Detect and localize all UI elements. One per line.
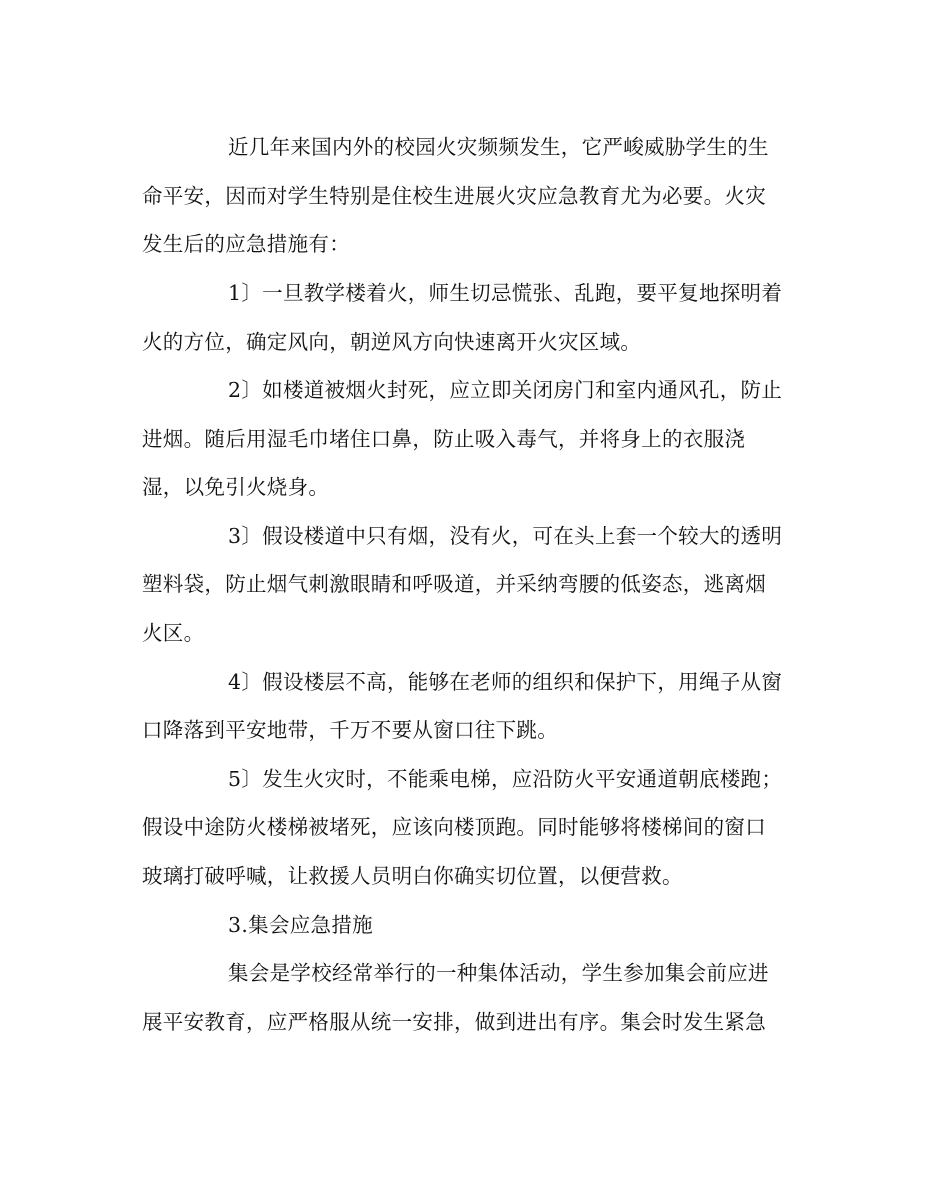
paragraph-item-5-line-2: 假设中途防火楼梯被堵死，应该向楼顶跑。同时能够将楼梯间的窗口 [142,815,766,839]
paragraph-item-4-line-2: 口降落到平安地带，千万不要从窗口往下跳。 [142,718,558,742]
paragraph-item-2-line-1: 2〕如楼道被烟火封死，应立即关闭房门和室内通风孔，防止 [228,378,783,402]
paragraph-assembly-line-1: 集会是学校经常举行的一种集体活动，学生参加集会前应进 [228,961,769,985]
paragraph-item-3-line-1: 3〕假设楼道中只有烟，没有火，可在头上套一个较大的透明 [228,524,783,548]
paragraph-item-1-line-1: 1〕一旦教学楼着火，师生切忌慌张、乱跑，要平复地探明着 [228,281,783,305]
section-heading-3: 3.集会应急措施 [228,913,373,937]
paragraph-item-1-line-2: 火的方位，确定风向，朝逆风方向快速离开火灾区域。 [142,330,642,354]
paragraph-item-3-line-2: 塑料袋，防止烟气刺激眼睛和呼吸道，并采纳弯腰的低姿态，逃离烟 [142,572,766,596]
paragraph-assembly-line-2: 展平安教育，应严格服从统一安排，做到进出有序。集会时发生紧急 [142,1010,766,1034]
paragraph-item-5-line-1: 5〕发生火灾时，不能乘电梯，应沿防火平安通道朝底楼跑； [228,767,783,791]
paragraph-item-4-line-1: 4〕假设楼层不高，能够在老师的组织和保护下，用绳子从窗 [228,670,783,694]
paragraph-item-2-line-2: 进烟。随后用湿毛巾堵住口鼻，防止吸入毒气，并将身上的衣服浇 [142,427,746,451]
paragraph-item-3-line-3: 火区。 [142,621,205,645]
paragraph-item-5-line-3: 玻璃打破呼喊，让救援人员明白你确实切位置，以便营救。 [142,864,683,888]
paragraph-item-2-line-3: 湿，以免引火烧身。 [142,475,330,499]
paragraph-intro-line-1: 近几年来国内外的校园火灾频频发生，它严峻威胁学生的生 [228,135,769,159]
paragraph-intro-line-2: 命平安，因而对学生特别是住校生进展火灾应急教育尤为必要。火灾 [142,184,766,208]
paragraph-intro-line-3: 发生后的应急措施有： [142,232,350,256]
